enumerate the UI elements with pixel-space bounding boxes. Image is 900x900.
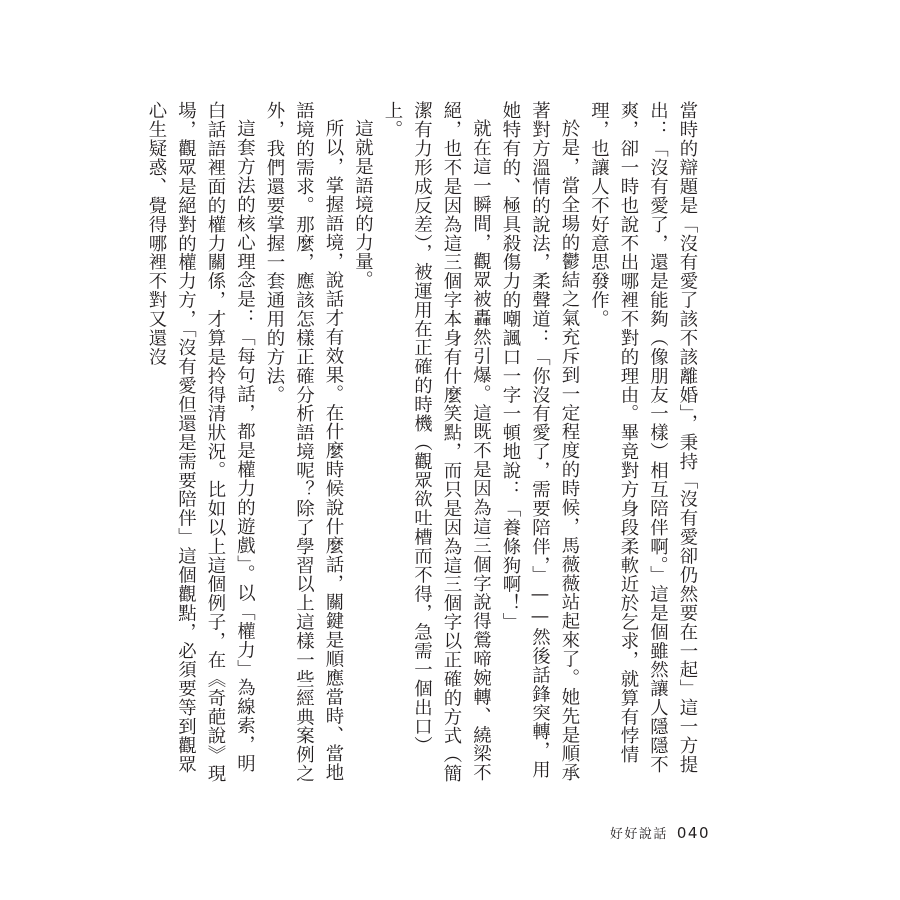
- page-footer: [610, 823, 710, 842]
- paragraph-power-of-context: 這就是語境的力量。: [352, 119, 374, 290]
- running-book-title: 好好說話: [609, 827, 668, 842]
- paragraph-debate-topic: 當時的辯題是「沒有愛了該不該離婚」，秉持「沒有愛卻仍然要在一起」這一方提出：「沒有愛了，還是能夠（像朋友一樣）相互陪伴啊。」這是個雖然讓人隱隱不爽，卻一時也說不出哪裡不對的理由。畢竟對方身段柔軟近於乞求，就算有悖情理，也讓人不好意思發作。: [588, 101, 698, 774]
- paragraph-core-concept: 這套方法的核心理念是：「每句話，都是權力的遊戲」。以「權力」為線索，明白話語裡面的權力關係，才算是拎得清狀況。比如以上這個例子，在《奇葩說》現場，觀眾是絕對的權力方，「沒有愛但還是需要陪伴」這個觀點，必須要等到觀眾心生疑惑、覺得哪裡不對又還沒: [146, 101, 256, 783]
- paragraph-audience-reaction: 就在這一瞬間，觀眾被轟然引爆。這既不是因為這三個字說得鶯啼婉轉、繞梁不絕，也不是因為這三個字本身有什麼笑點，而只是因為這三個字以正確的方式（簡潔有力形成反差），被運用在正確的時機（觀眾欲吐槽而不得，急需一個出口）上。: [382, 101, 492, 783]
- paragraph-ma-weiwei: 於是，當全場的鬱結之氣充斥到一定程度的時候，馬薇薇站起來了。她先是順承著對方溫情的說法，柔聲道：「你沒有愛了，需要陪伴，」——然後話鋒突轉，用她特有的、極具殺傷力的嘲諷口一字一頓地說：「養條狗啊！」: [500, 101, 580, 783]
- page-number: 040: [676, 824, 710, 842]
- paragraph-master-context: 所以，掌握語境，說話才有效果。在什麼時候說什麼話，關鍵是順應當時、當地語境的需求。那麼，應該怎樣正確分析語境呢？除了學習以上這樣一些經典案例之外，我們還要掌握一套通用的方法。: [264, 101, 344, 783]
- body-text-vertical: [142, 101, 703, 791]
